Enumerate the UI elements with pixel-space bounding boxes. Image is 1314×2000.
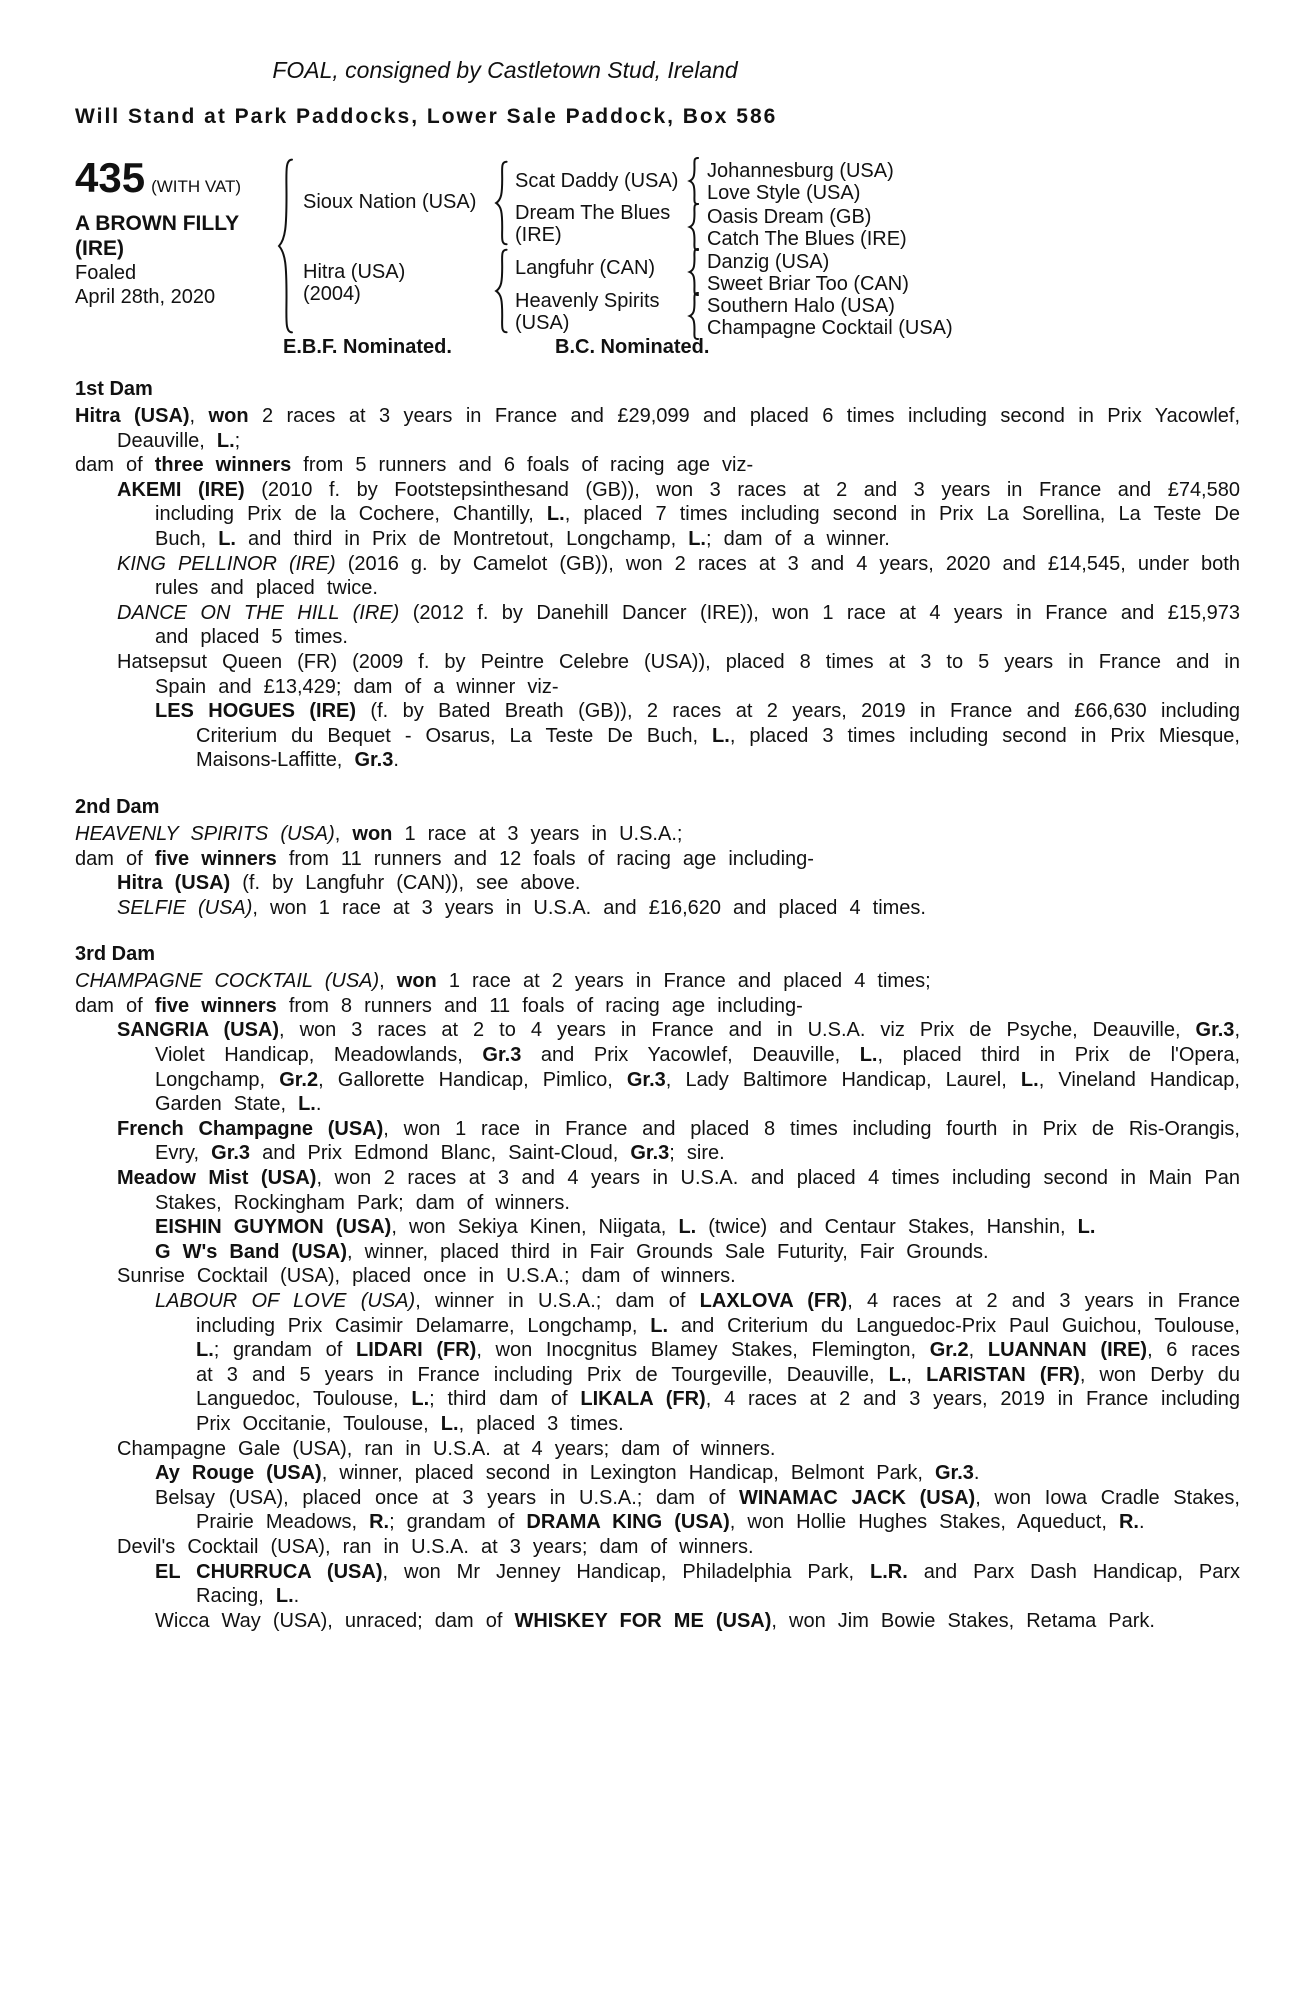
pedigree-paragraph: Champagne Gale (USA), ran in U.S.A. at 4 years; dam of winners. — [117, 1437, 776, 1460]
lot-info — [75, 154, 295, 309]
g3-name: Johannesburg (USA) — [707, 160, 894, 182]
pedigree-paragraph: Meadow Mist (USA), won 2 races at 3 and 4 years in U.S.A. and placed 4 times including second in Main Pan Stakes, Rockingham Park; dam of winners. — [117, 1167, 1240, 1214]
pedigree-paragraph: AKEMI (IRE) (2010 f. by Footstepsinthesand (GB)), won 3 races at 2 and 3 years in France and £74,580 including Prix de la Cochere, Chantilly, L., placed 7 times including second in Prix La Sorellina, La Teste De Buch, L. and third in Prix de Montretout, Longchamp, L.; dam of a winner. — [117, 478, 1241, 550]
pedigree-paragraph: DANCE ON THE HILL (IRE) (2012 f. by Danehill Dancer (IRE)), won 1 race at 4 years in France and £15,973 and placed 5 times. — [117, 601, 1240, 649]
bc-nominated-note: B.C. Nominated. — [555, 336, 710, 358]
g3-name: Southern Halo (USA) — [707, 295, 895, 317]
pedigree-paragraph: SELFIE (USA), won 1 race at 3 years in U.S.A. and £16,620 and placed 4 times. — [117, 896, 926, 919]
sire-sire-name: Scat Daddy (USA) — [515, 170, 679, 192]
pedigree-paragraph: Hitra (USA) (f. by Langfuhr (CAN)), see above. — [117, 872, 581, 895]
pedigree-brace — [493, 160, 509, 246]
pedigree-table — [75, 150, 1240, 358]
g3-name: Danzig (USA) — [707, 251, 830, 273]
foaled-date: April 28th, 2020 — [75, 286, 216, 308]
g3-name: Oasis Dream (GB) — [707, 206, 872, 228]
pedigree-brace — [687, 292, 700, 340]
pedigree-paragraph: Hitra (USA), won 2 races at 3 years in France and £29,099 and placed 6 times including second in Prix Yacowlef, Deauville, L.; — [75, 405, 1240, 452]
pedigree-paragraph: CHAMPAGNE COCKTAIL (USA), won 1 race at 2 years in France and placed 4 times; — [75, 970, 931, 993]
pedigree-paragraph: HEAVENLY SPIRITS (USA), won 1 race at 3 years in U.S.A.; — [75, 822, 683, 845]
pedigree-brace — [687, 157, 700, 205]
ebf-nominated-note: E.B.F. Nominated. — [283, 336, 452, 358]
pedigree-paragraph: EL CHURRUCA (USA), won Mr Jenney Handicap, Philadelphia Park, L.R. and Parx Dash Handicap, Parx Racing, L.. — [155, 1560, 1240, 1608]
consignor-title: FOAL, consigned by Castletown Stud, Ireland — [272, 57, 738, 83]
dam-dam-name-line2: (USA) — [515, 312, 570, 334]
lot-number-row — [75, 154, 295, 207]
pedigree-paragraph: Ay Rouge (USA), winner, placed second in Lexington Handicap, Belmont Park, Gr.3. — [155, 1462, 980, 1485]
pedigree-paragraph: French Champagne (USA), won 1 race in France and placed 8 times including fourth in Prix de Ris-Orangis, Evry, Gr.3 and Prix Edmond Blanc, Saint-Cloud, Gr.3; sire. — [117, 1117, 1240, 1165]
pedigree-paragraph: dam of three winners from 5 runners and 6 foals of racing age viz- — [75, 454, 754, 477]
sire-dam-name-line2: (IRE) — [515, 224, 562, 246]
dam-year: (2004) — [303, 283, 361, 305]
dam-name: Hitra (USA) — [303, 261, 406, 283]
dam-heading: 3rd Dam — [75, 943, 156, 966]
pedigree-paragraph: Sunrise Cocktail (USA), placed once in U.S.A.; dam of winners. — [117, 1265, 736, 1288]
pedigree-paragraph: Belsay (USA), placed once at 3 years in U.S.A.; dam of WINAMAC JACK (USA), won Iowa Cradle Stakes, Prairie Meadows, R.; grandam of DRAMA KING (USA), won Hollie Hughes Stakes, Aqueduct, R.. — [155, 1486, 1240, 1534]
foaled-label: Foaled — [75, 262, 137, 284]
foal-description-line1: A BROWN FILLY — [75, 212, 240, 235]
sire-name: Sioux Nation (USA) — [303, 191, 477, 213]
pedigree-paragraph: Hatsepsut Queen (FR) (2009 f. by Peintre Celebre (USA)), placed 8 times at 3 to 5 years in France and in Spain and £13,429; dam of a winner viz- — [117, 650, 1240, 698]
pedigree-paragraph: SANGRIA (USA), won 3 races at 2 to 4 years in France and in U.S.A. viz Prix de Psyche, Deauville, Gr.3, Violet Handicap, Meadowlands, Gr.3 and Prix Yacowlef, Deauville, L., placed third in Prix de l'Opera, Longchamp, Gr.2, Gallorette Handicap, Pimlico, Gr.3, Lady Baltimore Handicap, Laurel, L., Vineland Handicap, Garden State, L.. — [117, 1019, 1240, 1116]
dam-dam-name-line1: Heavenly Spirits — [515, 290, 660, 312]
stand-location-line: Will Stand at Park Paddocks, Lower Sale Paddock, Box 586 — [75, 105, 778, 128]
g3-name: Catch The Blues (IRE) — [707, 228, 907, 250]
pedigree-brace — [687, 248, 700, 296]
lot-number: 435 — [75, 154, 146, 201]
dam-heading: 1st Dam — [75, 378, 153, 400]
pedigree-brace — [687, 203, 700, 251]
pedigree-brace — [275, 156, 295, 336]
pedigree-paragraph: dam of five winners from 11 runners and 12 foals of racing age including- — [75, 847, 814, 870]
pedigree-paragraph: Wicca Way (USA), unraced; dam of WHISKEY FOR ME (USA), won Jim Bowie Stakes, Retama Park. — [155, 1609, 1155, 1632]
pedigree-paragraph: EISHIN GUYMON (USA), won Sekiya Kinen, Niigata, L. (twice) and Centaur Stakes, Hanshin, L. — [155, 1216, 1096, 1239]
dam-sire-name: Langfuhr (CAN) — [515, 257, 656, 279]
g3-name: Love Style (USA) — [707, 182, 861, 204]
dam-heading: 2nd Dam — [75, 795, 160, 818]
pedigree-paragraph: dam of five winners from 8 runners and 11 foals of racing age including- — [75, 994, 803, 1017]
pedigree-paragraph: KING PELLINOR (IRE) (2016 g. by Camelot (GB)), won 2 races at 3 and 4 years, 2020 and £14,545, under both rules and placed twice. — [117, 552, 1240, 600]
g3-name: Champagne Cocktail (USA) — [707, 317, 953, 339]
pedigree-paragraph: LES HOGUES (IRE) (f. by Bated Breath (GB)), 2 races at 2 years, 2019 in France and £66,630 including Criterium du Bequet - Osarus, La Teste De Buch, L., placed 3 times including second in Prix Miesque, Maisons-Laffitte, Gr.3. — [155, 700, 1241, 772]
pedigree-paragraph: Devil's Cocktail (USA), ran in U.S.A. at 3 years; dam of winners. — [117, 1535, 754, 1558]
pedigree-paragraph: G W's Band (USA), winner, placed third in Fair Grounds Sale Futurity, Fair Grounds. — [155, 1240, 989, 1263]
vat-note: (WITH VAT) — [151, 177, 242, 196]
foal-description-line2: (IRE) — [75, 237, 124, 260]
sire-dam-name-line1: Dream The Blues — [515, 202, 671, 224]
pedigree-paragraph: LABOUR OF LOVE (USA), winner in U.S.A.; dam of LAXLOVA (FR), 4 races at 2 and 3 years in France including Prix Casimir Delamarre, Longchamp, L. and Criterium du Languedoc-Prix Paul Guichou, Toulouse, L.; grandam of LIDARI (FR), won Inocgnitus Blamey Stakes, Flemington, Gr.2, LUANNAN (IRE), 6 races at 3 and 5 years in France including Prix de Tourgeville, Deauville, L., LARISTAN (FR), won Derby du Languedoc, Toulouse, L.; third dam of LIKALA (FR), 4 races at 2 and 3 years, 2019 in France including Prix Occitanie, Toulouse, L., placed 3 times. — [155, 1290, 1241, 1435]
dams-sections — [75, 377, 1240, 1633]
pedigree-brace — [493, 248, 509, 334]
g3-name: Sweet Briar Too (CAN) — [707, 273, 909, 295]
